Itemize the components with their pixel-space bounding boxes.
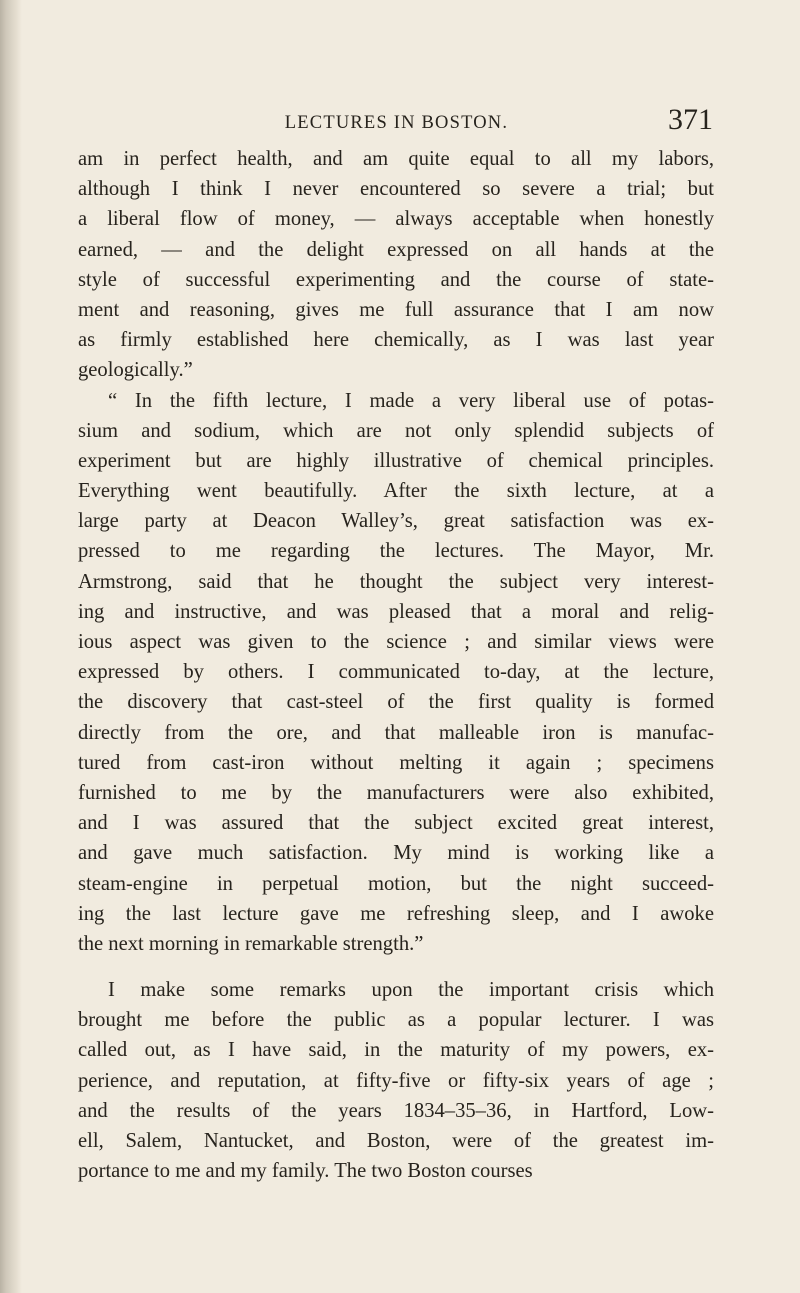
text-line: brought me before the public as a popular lecturer. I was: [78, 1009, 714, 1032]
paragraph-spacer: [78, 959, 714, 975]
text-line: “ In the fifth lecture, I made a very liberal use of potas-: [108, 389, 714, 412]
text-line: am in perfect health, and am quite equal to all my labors,: [78, 148, 714, 170]
text-line: ing and instructive, and was pleased that a moral and relig-: [78, 600, 714, 623]
text-line: a liberal flow of money, — always acceptable when honestly: [78, 208, 714, 231]
text-line: and the results of the years 1834–35–36, in Hartford, Low-: [78, 1099, 714, 1122]
paragraph-3: [78, 975, 714, 1186]
page-number: 371: [668, 103, 713, 136]
text-line: and I was assured that the subject excited great interest,: [78, 812, 714, 835]
text-line: Everything went beautifully. After the sixth lecture, at a: [78, 480, 714, 503]
text-line: the discovery that cast-steel of the first quality is formed: [78, 691, 714, 714]
text-line: ment and reasoning, gives me full assurance that I am now: [78, 298, 714, 321]
text-line: steam-engine in perpetual motion, but the night succeed-: [78, 872, 714, 895]
text-line: I make some remarks upon the important crisis which: [108, 979, 714, 1002]
text-line: pressed to me regarding the lectures. The Mayor, Mr.: [78, 540, 714, 563]
text-line: the next morning in remarkable strength.”: [78, 932, 424, 955]
text-line: experiment but are highly illustrative of chemical principles.: [78, 449, 714, 472]
text-line: ious aspect was given to the science ; and similar views were: [78, 631, 714, 653]
text-line: sium and sodium, which are not only splendid subjects of: [78, 419, 714, 442]
paragraph-1: [78, 144, 714, 386]
text-line: Armstrong, said that he thought the subject very interest-: [78, 570, 714, 593]
text-line: large party at Deacon Walley’s, great satisfaction was ex-: [78, 510, 714, 533]
text-line: earned, — and the delight expressed on all hands at the: [78, 238, 714, 261]
running-head: [80, 100, 713, 136]
text-line: called out, as I have said, in the maturity of my powers, ex-: [78, 1039, 714, 1062]
text-line: geologically.”: [78, 359, 193, 382]
text-line: as firmly established here chemically, as I was last year: [78, 329, 714, 352]
text-line: ing the last lecture gave me refreshing sleep, and I awoke: [78, 902, 714, 925]
text-line: ell, Salem, Nantucket, and Boston, were of the greatest im-: [78, 1130, 714, 1152]
text-line: portance to me and my family. The two Boston courses: [78, 1160, 533, 1183]
paragraph-2: [78, 386, 714, 960]
text-line: and gave much satisfaction. My mind is working like a: [78, 842, 714, 865]
running-title: LECTURES IN BOSTON.: [284, 113, 509, 133]
text-line: although I think I never encountered so severe a trial; but: [78, 178, 714, 201]
text-body: [78, 144, 714, 1186]
text-line: perience, and reputation, at fifty-five or fifty-six years of age ;: [78, 1069, 714, 1092]
text-line: style of successful experimenting and the course of state-: [78, 268, 714, 291]
text-line: tured from cast-iron without melting it again ; specimens: [78, 751, 714, 774]
text-line: expressed by others. I communicated to-day, at the lecture,: [78, 661, 714, 684]
text-line: furnished to me by the manufacturers were also exhibited,: [78, 781, 714, 804]
text-line: directly from the ore, and that malleable iron is manufac-: [78, 721, 714, 744]
